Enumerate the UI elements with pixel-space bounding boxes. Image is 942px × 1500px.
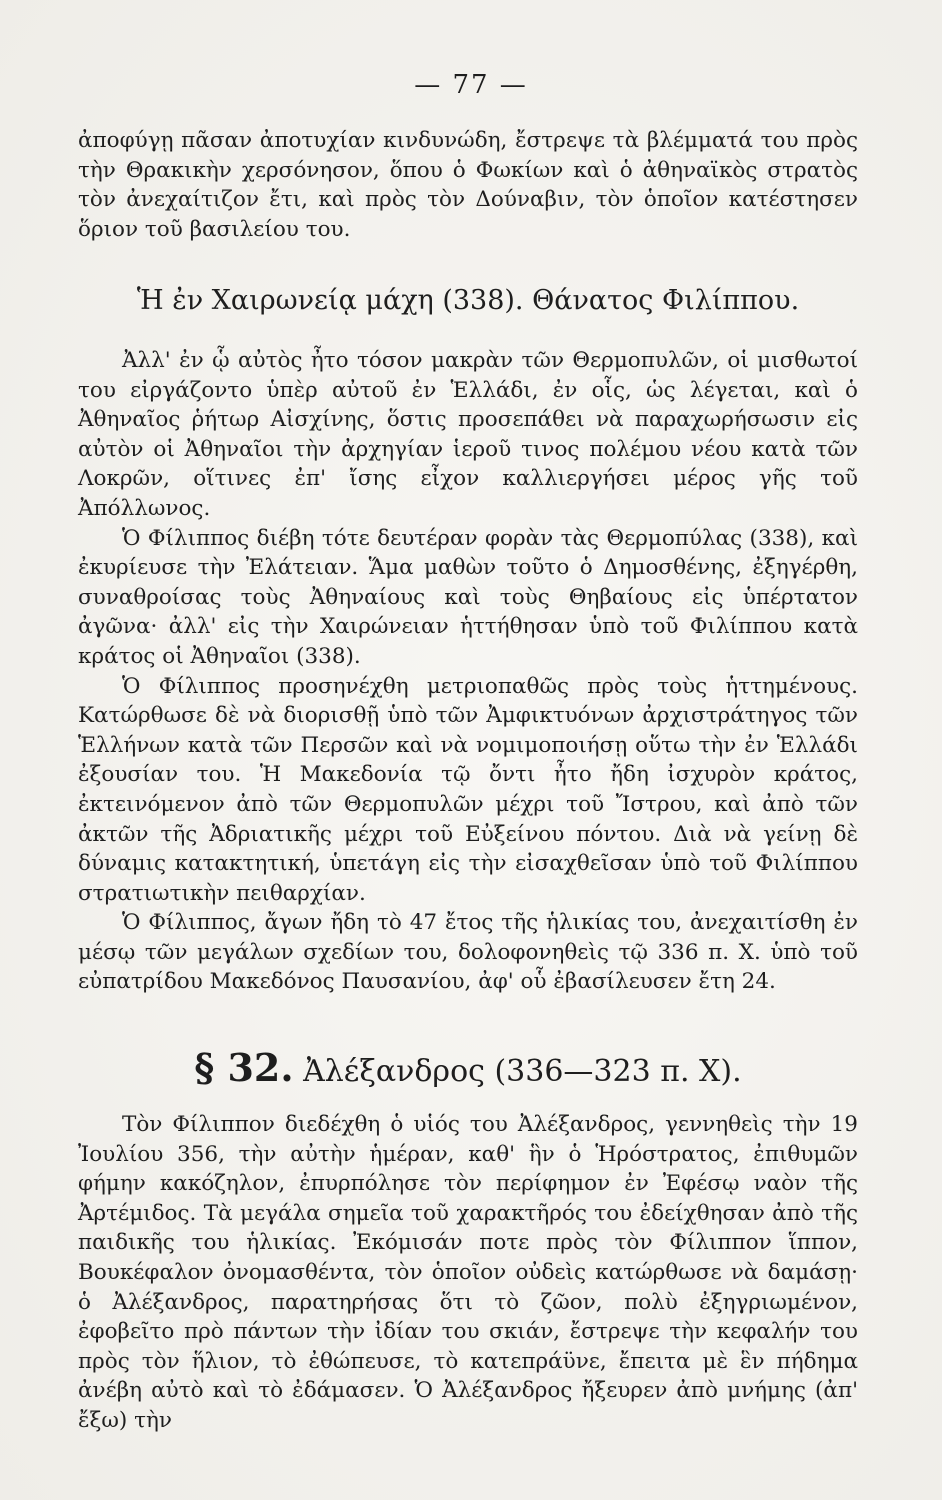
paragraph: Ὁ Φίλιππος διέβη τότε δευτέραν φορὰν τὰς Θερμοπύλας (338), καὶ ἐκυρίευσε τὴν Ἐλάτειαν. Ἅμα μαθὼν τοῦτο ὁ Δημοσθένης, ἐξηγέρθη, συναθροίσας τοὺς Ἀθηναίους καὶ τοὺς Θηβαίους εἰς ὑπέρτατον ἀγῶνα· ἀλλ' εἰς τὴν Χαιρώνειαν ἡττήθησαν ὑπὸ τοῦ Φιλίππου κατὰ κράτος οἱ Ἀθηναῖοι (338). <box>78 525 858 669</box>
section-mark: § 32. <box>194 1045 294 1090</box>
intro-paragraph-block <box>78 126 858 244</box>
section-title: Ἀλέξανδρος (336—323 π. Χ). <box>303 1054 742 1089</box>
paragraph: Ὁ Φίλιππος, ἄγων ἤδη τὸ 47 ἔτος τῆς ἡλικίας του, ἀνεχαιτίσθη ἐν μέσῳ τῶν μεγάλων σχεδίων του, δολοφονηθεὶς τῷ 336 π. Χ. ὑπὸ τοῦ εὐπατρίδου Μακεδόνος Παυσανίου, ἀφ' οὗ ἐβασίλευσεν ἔτη 24. <box>78 910 858 995</box>
paragraph: Ὁ Φίλιππος προσηνέχθη μετριοπαθῶς πρὸς τοὺς ἡττημένους. Κατώρθωσε δὲ νὰ διορισθῇ ὑπὸ τῶν Ἀμφικτυόνων ἀρχιστράτηγος τῶν Ἑλλήνων κατὰ τῶν Περσῶν καὶ νὰ νομιμοποιήσῃ οὕτω τὴν ἐν Ἑλλάδι ἐξουσίαν του. Ἡ Μακεδονία τῷ ὄντι ἦτο ἤδη ἰσχυρὸν κράτος, ἐκτεινόμενον ἀπὸ τῶν Θερμοπυλῶν μέχρι τοῦ Ἴστρου, καὶ ἀπὸ τῶν ἀκτῶν τῆς Ἀδριατικῆς μέχρι τοῦ Εὐξείνου πόντου. Διὰ νὰ γείνῃ δὲ δύναμις κατακτητική, ὑπετάγη εἰς τὴν εἰσαχθεῖσαν ὑπὸ τοῦ Φιλίππου στρατιωτικὴν πειθαρχίαν. <box>78 673 858 906</box>
section1-text <box>78 346 858 997</box>
intro-paragraph: ἀποφύγῃ πᾶσαν ἀποτυχίαν κινδυνώδη, ἔστρεψε τὰ βλέμματά του πρὸς τὴν Θρακικὴν χερσόνησον, ὅπου ὁ Φωκίων καὶ ὁ ἀθηναϊκὸς στρατὸς τὸν ἀνεχαίτιζον ἔτι, καὶ πρὸς τὸν Δούναβιν, τὸν ὁποῖον κατέστησεν ὅριον τοῦ βασιλείου του. <box>78 128 858 242</box>
section-heading-chaeronea: Ἡ ἐν Χαιρωνείᾳ μάχη (338). Θάνατος Φιλίππου. <box>136 285 800 316</box>
page-number: — 77 — <box>414 70 528 100</box>
paragraph: Ἀλλ' ἐν ᾧ αὐτὸς ἦτο τόσον μακρὰν τῶν Θερμοπυλῶν, οἱ μισθωτοί του εἰργάζοντο ὑπὲρ αὐτοῦ ἐν Ἑλλάδι, ἐν οἷς, ὡς λέγεται, καὶ ὁ Ἀθηναῖος ῥήτωρ Αἰσχίνης, ὅστις προσεπάθει νὰ παραχωρήσωσιν εἰς αὐτὸν οἱ Ἀθηναῖοι τὴν ἀρχηγίαν ἱεροῦ τινος πολέμου νέου κατὰ τῶν Λοκρῶν, οἵτινες ἐπ' ἴσης εἶχον καλλιεργήσει μέρος γῆς τοῦ Ἀπόλλωνος. <box>78 348 858 521</box>
paragraph: Τὸν Φίλιππον διεδέχθη ὁ υἱός του Ἀλέξανδρος, γεννηθεὶς τὴν 19 Ἰουλίου 356, τὴν αὐτὴν ἡμέραν, καθ' ἣν ὁ Ἡρόστρατος, ἐπιθυμῶν φήμην κακόζηλον, ἐπυρπόλησε τὸν περίφημον ἐν Ἐφέσῳ ναὸν τῆς Ἀρτέμιδος. Τὰ μεγάλα σημεῖα τοῦ χαρακτῆρός του ἐδείχθησαν ἀπὸ τῆς παιδικῆς του ἡλικίας. Ἐκόμισάν ποτε πρὸς τὸν Φίλιππον ἵππον, Βουκέφαλον ὀνομασθέντα, τὸν ὁποῖον οὐδεὶς κατώρθωσε νὰ δαμάσῃ· ὁ Ἀλέξανδρος, παρατηρήσας ὅτι τὸ ζῶον, πολὺ ἐξηγριωμένον, ἐφοβεῖτο πρὸ πάντων τὴν ἰδίαν του σκιάν, ἔστρεψε τὴν κεφαλήν του πρὸς τὸν ἥλιον, τὸ ἐθώπευσε, τὸ κατεπράϋνε, ἔπειτα μὲ ἓν πήδημα ἀνέβη αὐτὸ καὶ τὸ ἐδάμασεν. Ὁ Ἀλέξανδρος ἤξευρεν ἀπὸ μνήμης (ἀπ' ἔξω) τὴν <box>78 1112 858 1433</box>
section2-text <box>78 1110 858 1436</box>
section-heading-alexander <box>78 1046 858 1094</box>
